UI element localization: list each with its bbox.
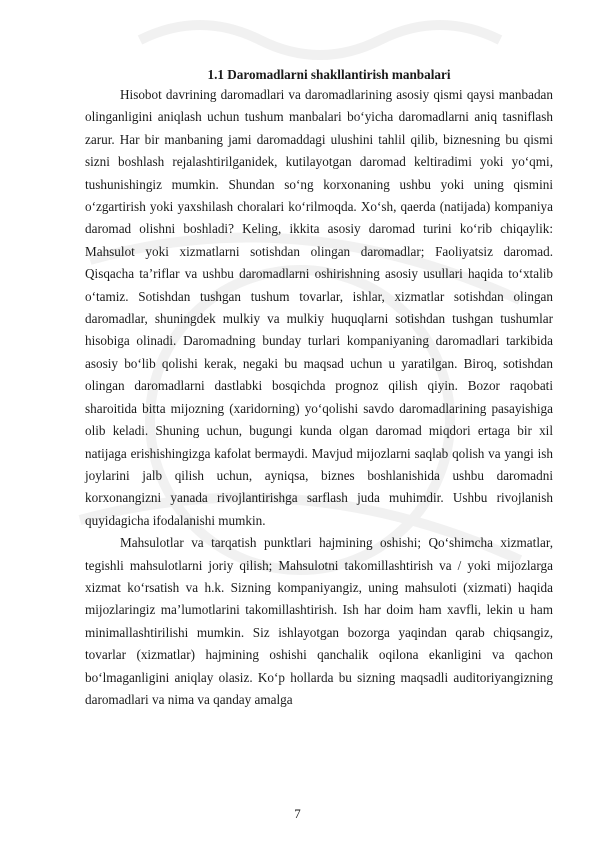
body-paragraph: Hisobot davrining daromadlari va daromadlarining asosiy qismi qaysi manbadan olinganligini aniqlash uchun tushum manbalari bo‘yicha daromadlarni aniq tasniflash zarur. Har bir manbaning jami daromaddagi ulushini tahlil qilib, biznesning bu qismi sizni boshlash rejalashtirilganidek, kutilayotgan daromad keltiradimi yoki yo‘qmi, tushunishingiz mumkin. Shundan so‘ng korxonaning ushbu yoki uning qismini o‘zgartirish yoki yaxshilash choralari ko‘rilmoqda. Xo‘sh, qaerda (natijada) kompaniya daromad olishni boshladi? Keling, ikkita asosiy daromad turini ko‘rib chiqaylik: Mahsulot yoki xizmatlarni sotishdan olingan daromadlar; Faoliyatsiz daromad. Qisqacha ta’riflar va ushbu daromadlarni oshirishning asosiy usullari haqida to‘xtalib o‘tamiz. Sotishdan tushgan tushum tovarlar, ishlar, xizmatlar sotishdan olingan daromadlar, shuningdek mulkiy va mulkiy huquqlarni sotishdan tushgan tushumlar hisobiga olinadi. Daromadning bunday turlari kompaniyaning daromadlari tarkibida asosiy bo‘lib qolishi kerak, negaki bu maqsad uchun u yaratilgan. Biroq, sotishdan olingan daromadlarni dastlabki bosqichda prognoz qilish qiyin. Bozor raqobati sharoitida bitta mijozning (xaridorning) yo‘qolishi savdo daromadlarining pasayishiga olib keladi. Shuning uchun, bugungi kunda olgan daromad miqdori ertaga bir xil natijaga erishishingizga kafolat bermaydi. Mavjud mijozlarni saqlab qolish va yangi ish joylarini jalb qilish uchun, ayniqsa, biznes boshlanishida ushbu daromadni korxonangizni yanada rivojlantirishga sarflash juda muhimdir. Ushbu rivojlanish quyidagicha ifodalanishi mumkin. (85, 87, 553, 528)
page-number: 7 (294, 806, 301, 821)
document-body (85, 66, 553, 711)
section-heading: 1.1 Daromadlarni shakllantirish manbalari (207, 67, 451, 82)
body-paragraph: Mahsulotlar va tarqatish punktlari hajmining oshishi; Qo‘shimcha xizmatlar, tegishli mahsulotlarni joriy qilish; Mahsulotni takomillashtirish va / yoki mijozlarga xizmat ko‘rsatish va h.k. Sizning kompaniyangiz, uning mahsuloti (xizmati) haqida mijozlaringiz ma’lumotlarini takomillashtirish. Ish har doim ham xavfli, lekin u ham minimallashtirilishi mumkin. Siz ishlayotgan bozorga yaqindan qarab chiqsangiz, tovarlar (xizmatlar) hajmining oshishi qanchalik oqilona ekanligini va qachon bo‘lmaganligini aniqlay olasiz. Ko‘p hollarda bu sizning maqsadli auditoriyangizning daromadlari va nima va qanday amalga (85, 535, 553, 707)
